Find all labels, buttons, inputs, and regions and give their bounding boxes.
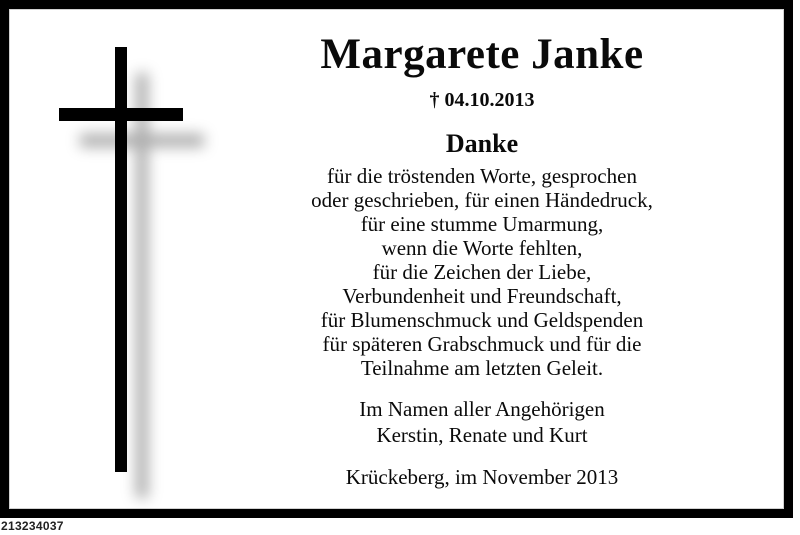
notice-id-number: 213234037 <box>1 519 64 533</box>
thanks-line: für Blumenschmuck und Geldspenden <box>320 308 644 332</box>
thanks-line: für die Zeichen der Liebe, <box>372 260 592 284</box>
memorial-cross-icon <box>9 9 259 489</box>
thanks-heading: Danke <box>445 129 519 158</box>
cross-horizontal-bar <box>59 108 183 121</box>
death-date: † 04.10.2013 <box>429 89 535 111</box>
place-date-line: Krückeberg, im November 2013 <box>345 465 619 489</box>
thanks-line: Teilnahme am letzten Geleit. <box>360 356 604 380</box>
closing-text <box>252 396 712 448</box>
closing-line: Im Namen aller Angehörigen <box>359 397 605 421</box>
thanks-line: oder geschrieben, für einen Händedruck, <box>311 188 653 212</box>
closing-line: Kerstin, Renate und Kurt <box>376 423 588 447</box>
thanks-line: für eine stumme Umarmung, <box>360 212 604 236</box>
thanks-line: für späteren Grabschmuck und für die <box>322 332 642 356</box>
deceased-name: Margarete Janke <box>320 31 644 78</box>
thanks-line: wenn die Worte fehlten, <box>381 236 583 260</box>
thanks-line: für die tröstenden Worte, gesprochen <box>327 164 637 188</box>
thanks-text <box>252 164 712 380</box>
thanks-line: Verbundenheit und Freundschaft, <box>342 284 622 308</box>
